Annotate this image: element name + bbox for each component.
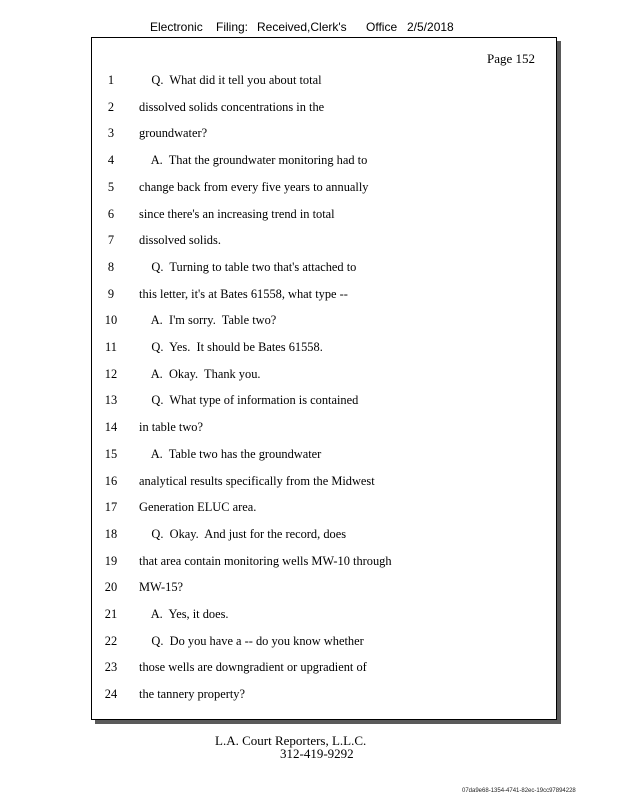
line-text: Generation ELUC area. (139, 500, 257, 515)
line-text: this letter, it's at Bates 61558, what type -- (139, 286, 348, 301)
line-text: Q. Turning to table two that's attached to (139, 259, 357, 274)
page-number: Page 152 (486, 51, 535, 66)
line-text: groundwater? (139, 126, 208, 141)
document-id: 07da9e68-1354-4741-82ec-19cc97894228 (462, 788, 576, 794)
line-number: 14 (104, 420, 118, 435)
line-text: Q. Okay. And just for the record, does (139, 526, 347, 541)
line-text: dissolved solids. (139, 233, 221, 248)
header-office: Office (366, 20, 398, 34)
line-number: 8 (107, 259, 115, 274)
transcript-line (92, 393, 556, 411)
line-number: 9 (107, 286, 115, 301)
line-number: 12 (104, 366, 118, 381)
filing-header (0, 20, 618, 36)
transcript-line (92, 660, 556, 678)
line-text: since there's an increasing trend in total (139, 206, 335, 221)
line-number: 1 (107, 73, 115, 87)
line-number: 15 (104, 446, 118, 461)
line-number: 24 (104, 687, 118, 702)
transcript-line (92, 207, 556, 225)
line-number: 18 (104, 526, 118, 541)
transcript-line (92, 153, 556, 171)
transcript-line (92, 313, 556, 331)
transcript-line (92, 634, 556, 652)
line-number: 10 (104, 313, 118, 328)
line-text: Q. What type of information is contained (139, 393, 359, 408)
line-number: 17 (104, 500, 118, 515)
header-filing: Filing: (216, 20, 249, 34)
footer-phone: 312-419-9292 (280, 746, 354, 761)
transcript-line (92, 180, 556, 198)
line-number: 4 (107, 153, 115, 168)
line-text: Q. What did it tell you about total (139, 73, 322, 87)
transcript-line (92, 73, 556, 91)
transcript-line (92, 554, 556, 572)
line-text: A. Table two has the groundwater (139, 446, 322, 461)
line-text: in table two? (139, 420, 203, 435)
transcript-line (92, 260, 556, 278)
line-number: 5 (107, 179, 115, 194)
transcript-line (92, 367, 556, 385)
line-text: that area contain monitoring wells MW-10 through (139, 553, 392, 568)
line-number: 20 (104, 580, 118, 595)
transcript-page (91, 37, 557, 720)
line-text: MW-15? (139, 580, 184, 595)
transcript-line (92, 340, 556, 358)
line-text: analytical results specifically from the Midwest (139, 473, 375, 488)
transcript-line (92, 420, 556, 438)
line-number: 21 (104, 607, 118, 621)
line-number: 7 (107, 233, 115, 248)
transcript-line (92, 607, 556, 625)
header-date: 2/5/2018 (407, 20, 454, 34)
transcript-line (92, 100, 556, 118)
header-received: Received,Clerk's (257, 20, 347, 34)
line-number: 23 (104, 660, 118, 675)
transcript-line (92, 287, 556, 305)
line-number: 6 (107, 206, 115, 221)
line-number: 22 (104, 633, 118, 648)
transcript-line (92, 500, 556, 518)
line-text: A. Okay. Thank you. (139, 366, 261, 381)
transcript-line (92, 233, 556, 251)
transcript-line (92, 580, 556, 598)
line-text: Q. Yes. It should be Bates 61558. (139, 340, 323, 354)
line-number: 3 (107, 126, 115, 141)
line-text: A. That the groundwater monitoring had to (139, 153, 368, 168)
transcript-line (92, 474, 556, 492)
transcript-line (92, 126, 556, 144)
line-text: change back from every five years to annually (139, 179, 369, 194)
transcript-line (92, 527, 556, 545)
footer-company: L.A. Court Reporters, L.L.C. (215, 733, 367, 748)
line-text: A. I'm sorry. Table two? (139, 313, 277, 328)
header-electronic: Electronic (150, 20, 203, 34)
line-number: 13 (104, 393, 118, 408)
transcript-line (92, 447, 556, 465)
line-number: 16 (104, 473, 118, 488)
line-text: those wells are downgradient or upgradient of (139, 660, 367, 675)
line-text: dissolved solids concentrations in the (139, 99, 325, 114)
line-number: 2 (107, 99, 115, 114)
line-text: A. Yes, it does. (139, 607, 229, 621)
line-number: 11 (105, 340, 117, 354)
line-text: Q. Do you have a -- do you know whether (139, 633, 364, 648)
line-number: 19 (104, 553, 118, 568)
line-text: the tannery property? (139, 687, 245, 702)
transcript-line (92, 687, 556, 705)
